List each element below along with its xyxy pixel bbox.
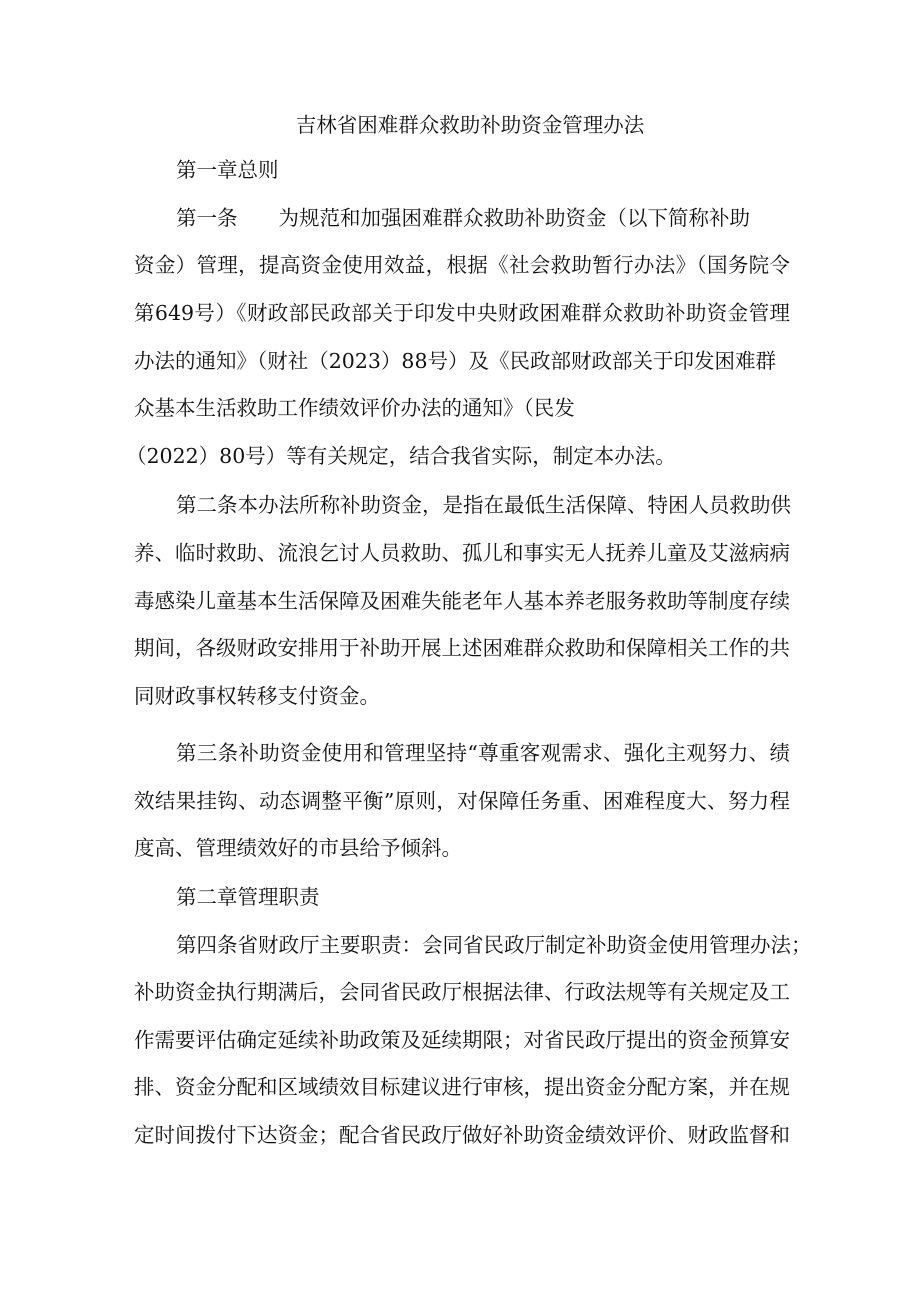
paragraph-line: 作需要评估确定延续补助政策及延续期限；对省民政厅提出的资金预算安: [134, 1028, 790, 1052]
chapter-heading: 第二章管理职责: [176, 885, 320, 909]
paragraph-line: 第二条本办法所称补助资金，是指在最低生活保障、特困人员救助供: [176, 493, 791, 517]
paragraph-line: 第四条省财政厅主要职责：会同省民政厅制定补助资金使用管理办法；: [176, 933, 812, 957]
paragraph-line: 补助资金执行期满后，会同省民政厅根据法律、行政法规等有关规定及工: [134, 980, 790, 1004]
chapter-heading: 第一章总则: [176, 158, 279, 182]
paragraph-line: 第三条补助资金使用和管理坚持“尊重客观需求、强化主观努力、绩: [176, 741, 790, 765]
paragraph-line: 养、临时救助、流浪乞讨人员救助、孤儿和事实无人抚养儿童及艾滋病病: [134, 541, 790, 565]
paragraph-line: 毒感染儿童基本生活保障及困难失能老年人基本养老服务救助等制度存续: [134, 589, 790, 613]
paragraph-line: 效结果挂钩、动态调整平衡”原则，对保障任务重、困难程度大、努力程: [134, 789, 790, 813]
paragraph-line: 同财政事权转移支付资金。: [134, 684, 380, 708]
paragraph-line: 定时间拨付下达资金；配合省民政厅做好补助资金绩效评价、财政监督和: [134, 1123, 790, 1147]
paragraph-line: 度高、管理绩效好的市县给予倾斜。: [134, 836, 462, 860]
paragraph-line: 办法的通知》（财社（2023）88号）及《民政部财政部关于印发困难群: [134, 349, 777, 373]
paragraph-line: 第一条 为规范和加强困难群众救助补助资金（以下简称补助: [176, 206, 750, 230]
document-title: 吉林省困难群众救助补助资金管理办法: [295, 113, 645, 137]
paragraph-line: 众基本生活救助工作绩效评价办法的通知》（民发: [134, 396, 575, 420]
paragraph-line: 排、资金分配和区域绩效目标建议进行审核，提出资金分配方案，并在规: [134, 1075, 790, 1099]
paragraph-line: 资金）管理，提高资金使用效益，根据《社会救助暂行办法》（国务院令: [134, 253, 790, 277]
paragraph-line: （2022）80号）等有关规定，结合我省实际，制定本办法。: [126, 444, 676, 468]
paragraph-line: 期间，各级财政安排用于补助开展上述困难群众救助和保障相关工作的共: [134, 636, 790, 660]
paragraph-line: 第649号）《财政部民政部关于印发中央财政困难群众救助补助资金管理: [134, 301, 790, 325]
